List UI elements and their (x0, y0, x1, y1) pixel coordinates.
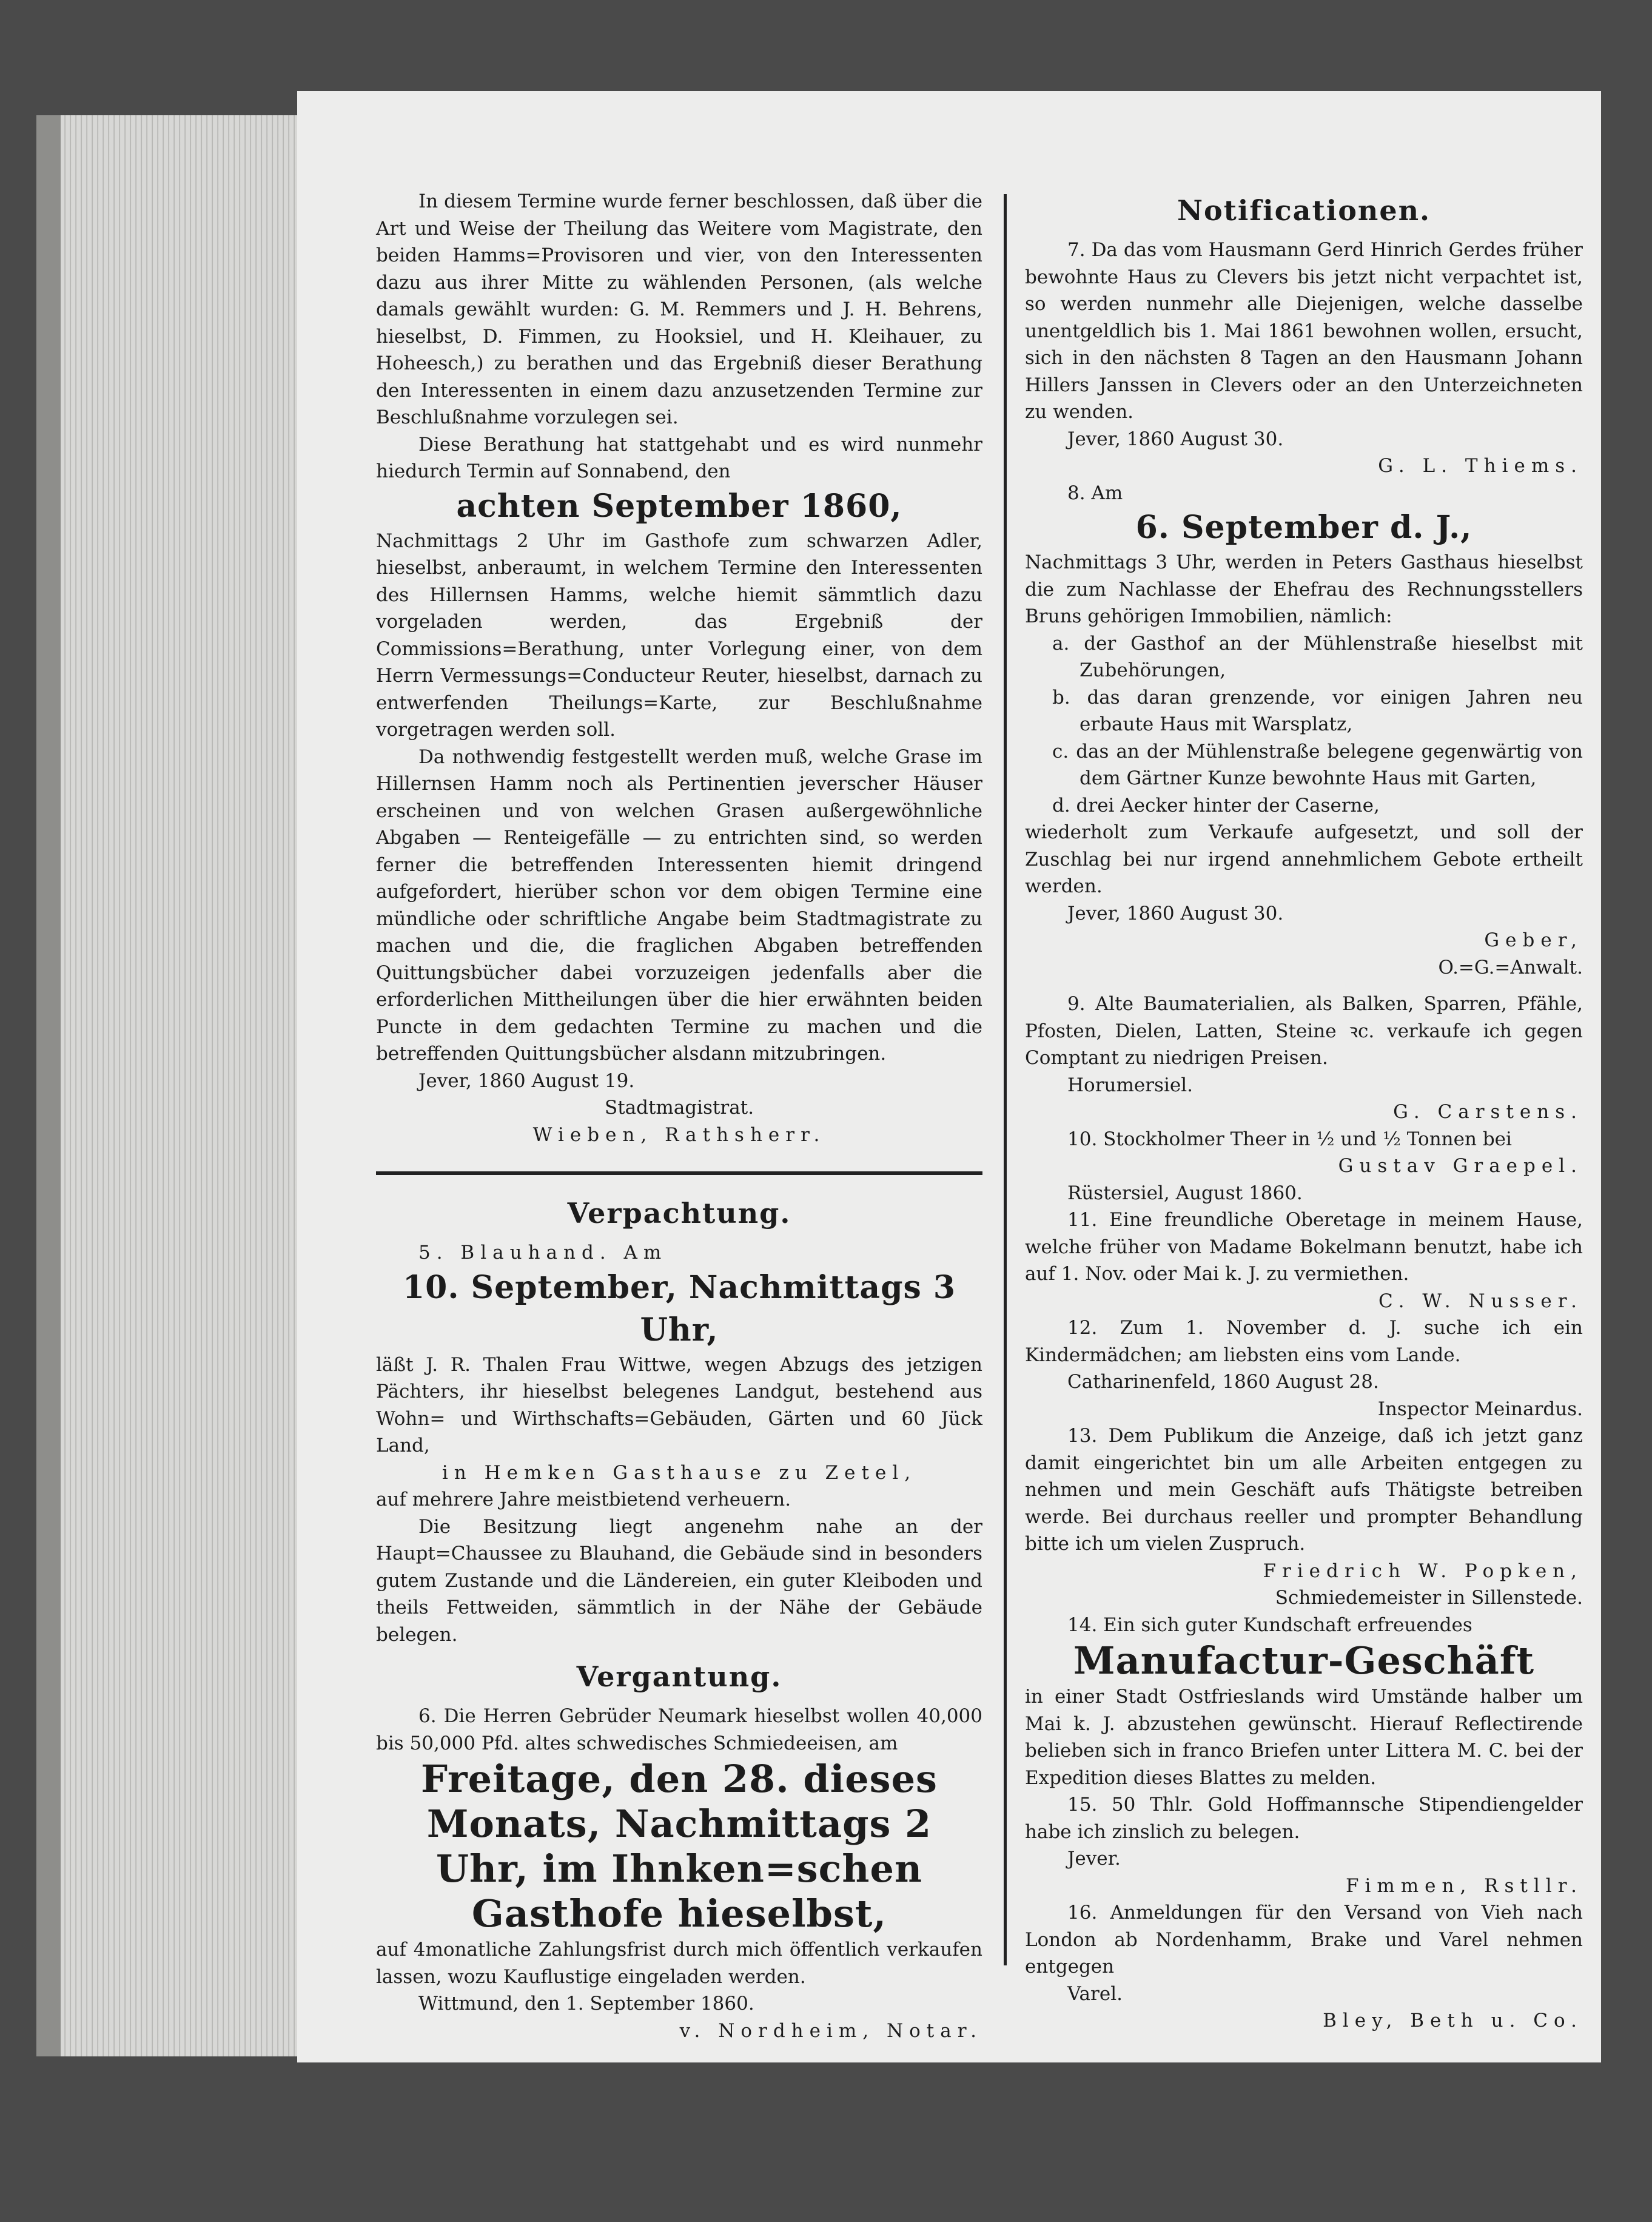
notice-13-signature: Friedrich W. Popken, (1263, 1560, 1583, 1582)
signature: Wieben, Rathsherr. (532, 1123, 826, 1146)
meeting-date-headline: achten September 1860, (456, 487, 902, 525)
notice-7-date: Jever, 1860 August 30. (1067, 428, 1284, 450)
section-heading-notificationen: Notificationen. (1177, 194, 1431, 227)
notice-10-signature: Gustav Graepel. (1338, 1155, 1583, 1177)
section-rule (376, 1171, 982, 1175)
summons-paragraph: Nachmittags 2 Uhr im Gasthofe zum schwarzen Adler, hieselbst, anberaumt, in welchem Termine den Interessenten des Hillernsen Hamms, welche hiemit sämmtlich dazu vorgeladen werden, das Ergebniß der Commissions=Berathung, unter Vorlegung einer, von dem Herrn Vermessungs=Conducteur Reuter, hieselbst, darnach zu entwerfenden Theilungs=Karte, zur Beschlußnahme vorgetragen werden soll. (376, 530, 982, 741)
notice-9-signature: G. Carstens. (1393, 1101, 1583, 1123)
notice-13-signature-title: Schmiedemeister in Sillenstede. (1275, 1587, 1583, 1609)
notice-11-signature: C. W. Nusser. (1378, 1290, 1583, 1312)
notice-10-date: Rüstersiel, August 1860. (1067, 1182, 1303, 1204)
column-divider (1004, 194, 1007, 1965)
section-heading-vergantung: Vergantung. (576, 1660, 782, 1693)
intro-paragraph-1: In diesem Termine wurde ferner beschlossen, daß über die Art und Weise der Theilung das Weitere vom Magistrate, den beiden Hamms=Provisoren und vier, von den Interessenten dazu aus ihrer Mitte zu wählenden Personen, (als welche damals gewählt wurden: G. M. Remmers und J. H. Behrens, hieselbst, D. Fimmen, zu Hooksiel, und H. Kleihauer, zu Hoheesch,) zu berathen und das Ergebniß dieser Berathung den Interessenten in einem dazu anzusetzenden Termine zur Beschlußnahme vorzulegen sei. (376, 190, 982, 428)
notice-11: 11. Eine freundliche Oberetage in meinem Hause, welche früher von Madame Bokelmann benutzt, habe ich auf 1. Nov. oder Mai k. J. zu vermiethen. (1025, 1209, 1583, 1285)
left-column (376, 188, 982, 2044)
book-page-edges (36, 115, 327, 2056)
auction-body-2: auf 4monatliche Zahlungsfrist durch mich öffentlich verkaufen lassen, wozu Kauflustige eingeladen werden. (376, 1939, 982, 1988)
notice-12-date: Catharinenfeld, 1860 August 28. (1067, 1371, 1379, 1393)
auction-place-date: Wittmund, den 1. September 1860. (418, 1993, 754, 2015)
notice-14-body: in einer Stadt Ostfrieslands wird Umstände halber um Mai k. J. abzustehen gewünscht. Hierauf Reflectirende belieben sich in franco Briefen unter Littera M. C. bei der Expedition dieses Blattes zu melden. (1025, 1686, 1583, 1789)
auction-signature: v. Nordheim, Notar. (679, 2019, 982, 2042)
notice-7: 7. Da das vom Hausmann Gerd Hinrich Gerdes früher bewohnte Haus zu Clevers bis jetzt nicht verpachtet ist, so werden nunmehr alle Diejenigen, welche dasselbe unentgeldlich bis 1. Mai 1861 bewohnen wollen, ersucht, sich in den nächsten 8 Tagen an den Hausmann Johann Hillers Janssen in Clevers oder an den Unterzeichneten zu wenden. (1025, 239, 1583, 423)
newspaper-page (297, 91, 1601, 2062)
notice-12-signature: Inspector Meinardus. (1377, 1398, 1583, 1420)
authority-name: Stadtmagistrat. (604, 1097, 754, 1119)
notice-16: 16. Anmeldungen für den Versand von Vieh nach London ab Nordenhamm, Brake und Varel nehmen entgegen (1025, 1902, 1583, 1978)
notice-8-date-headline: 6. September d. J., (1135, 509, 1472, 546)
lease-body: läßt J. R. Thalen Frau Wittwe, wegen Abzugs des jetzigen Pächters, ihr hieselbst belegenes Landgut, bestehend aus Wohn= und Wirthschafts=Gebäuden, Gärten und 60 Jück Land, (376, 1353, 982, 1456)
notice-8-body-2: wiederholt zum Verkaufe aufgesetzt, und soll der Zuschlag bei nur irgend annehmlichem Gebote ertheilt werden. (1025, 821, 1583, 897)
notice-8-signature-title: O.=G.=Anwalt. (1438, 956, 1583, 978)
notice-8-item-a: a. der Gasthof an der Mühlenstraße hieselbst mit Zubehörungen, (1052, 632, 1583, 681)
auction-body: 6. Die Herren Gebrüder Neumark hieselbst wollen 40,000 bis 50,000 Pfd. altes schwedisches Schmiedeeisen, am (376, 1705, 982, 1754)
lease-place: in Hemken Gasthause zu Zetel, (442, 1461, 917, 1484)
notice-16-place: Varel. (1067, 1982, 1123, 2005)
lease-body-2: auf mehrere Jahre meistbietend verheuern. (376, 1489, 791, 1510)
notice-8-item-b: b. das daran grenzende, vor einigen Jahren neu erbaute Haus mit Warsplatz, (1052, 686, 1583, 735)
notice-8-date: Jever, 1860 August 30. (1067, 902, 1284, 924)
lease-date-headline: 10. September, Nachmittags 3 Uhr, (402, 1268, 956, 1348)
place-date: Jever, 1860 August 19. (418, 1069, 635, 1092)
fees-paragraph: Da nothwendig festgestellt werden muß, welche Grase im Hillernsen Hamm noch als Pertinentien jeverscher Häuser erscheinen und von welchen Grasen außergewöhnliche Abgaben — Renteigefälle — zu entrichten sind, so werden ferner die betreffenden Interessenten hiemit dringend aufgefordert, hierüber schon vor dem obigen Termine eine mündliche oder schriftliche Angabe beim Stadtmagistrate zu machen und die, die fraglichen Abgaben betreffenden Quittungsbücher dabei vorzuzeigen jedenfalls aber die erforderlichen Mittheilungen über die hier erwähnten beiden Puncte in dem gedachten Termine zu machen und die betreffenden Quittungsbücher alsdann mitzubringen. (376, 746, 982, 1065)
notice-15: 15. 50 Thlr. Gold Hoffmannsche Stipendiengelder habe ich zinslich zu belegen. (1025, 1794, 1583, 1843)
notice-13: 13. Dem Publikum die Anzeige, daß ich jetzt ganz damit eingerichtet bin um alle Arbeiten entgegen zu nehmen und mein Geschäft aufs Thätigste betreiben werde. Bei durchaus reeller und prompter Behandlung bitte ich um vielen Zuspruch. (1025, 1425, 1583, 1555)
right-column (1025, 188, 1583, 2035)
spacer (1025, 981, 1583, 991)
notice-15-place: Jever. (1067, 1848, 1121, 1870)
notice-8-intro: 8. Am (1067, 482, 1123, 504)
auction-date-headline: Freitage, den 28. dieses Monats, Nachmittags 2 Uhr, im Ihnken=schen Gasthofe hieselbst, (421, 1757, 938, 1936)
lease-notice-number: 5. Blauhand. Am (418, 1242, 668, 1264)
notice-8-item-c: c. das an der Mühlenstraße belegene gegenwärtig von dem Gärtner Kunze bewohnte Haus mit Garten, (1052, 740, 1583, 789)
notice-12: 12. Zum 1. November d. J. suche ich ein Kindermädchen; am liebsten eins vom Lande. (1025, 1317, 1583, 1366)
notice-7-signature: G. L. Thiems. (1378, 455, 1583, 477)
notice-15-signature: Fimmen, Rstllr. (1345, 1874, 1583, 1897)
notice-9-place: Horumersiel. (1067, 1074, 1193, 1096)
notice-14-intro: 14. Ein sich guter Kundschaft erfreuendes (1067, 1614, 1472, 1636)
notice-8-signature: Geber, (1484, 929, 1583, 951)
section-heading-verpachtung: Verpachtung. (567, 1197, 791, 1230)
notice-16-signature: Bley, Beth u. Co. (1323, 2010, 1583, 2032)
notice-10: 10. Stockholmer Theer in ½ und ½ Tonnen bei (1067, 1128, 1512, 1150)
intro-paragraph-2: Diese Berathung hat stattgehabt und es wird nunmehr hiedurch Termin auf Sonnabend, den (376, 433, 982, 482)
notice-8-item-d: d. drei Aecker hinter der Caserne, (1052, 794, 1380, 816)
notice-8-body: Nachmittags 3 Uhr, werden in Peters Gasthaus hieselbst die zum Nachlasse der Ehefrau des Rechnungsstellers Bruns gehörigen Immobilien, nämlich: (1025, 551, 1583, 627)
notice-14-headline: Manufactur-Geschäft (1073, 1638, 1535, 1683)
notice-9: 9. Alte Baumaterialien, als Balken, Sparren, Pfähle, Pfosten, Dielen, Latten, Steine ꝛc. verkaufe ich gegen Comptant zu niedrigen Preisen. (1025, 993, 1583, 1069)
lease-description: Die Besitzung liegt angenehm nahe an der Haupt=Chaussee zu Blauhand, die Gebäude sind in besonders gutem Zustande und die Ländereien, ein guter Kleiboden und theils Fettweiden, sämmtlich in der Nähe der Gebäude belegen. (376, 1515, 982, 1646)
